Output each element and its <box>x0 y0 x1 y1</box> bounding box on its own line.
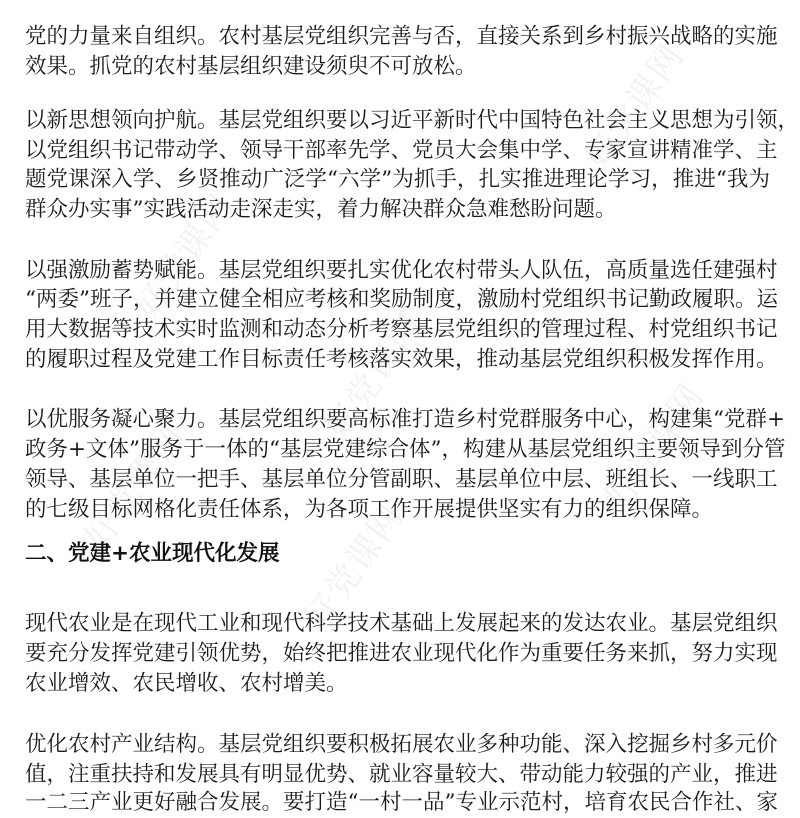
text-line: 农业增效、农民增收、农村增美。 <box>25 671 348 696</box>
text-line: 用大数据等技术实时监测和动态分析考察基层党组织的管理过程、村党组织书记 <box>25 317 778 342</box>
text-line: 题党课深入学、乡贤推动广泛学“六学”为抓手，扎实推进理论学习，推进“我为 <box>25 167 770 192</box>
watermark: 好党课网 <box>297 496 413 637</box>
watermark: 好党课网 <box>577 36 693 177</box>
text-line: 以优服务凝心聚力。基层党组织要高标准打造乡村党群服务中心，构建集“党群+ <box>25 407 786 432</box>
text-line: 以党组织书记带动学、领导干部率先学、党员大会集中学、专家宣讲精准学、主 <box>25 138 778 163</box>
watermark: 好党课网 <box>317 306 433 447</box>
text-line: 值，注重扶持和发展具有明显优势、就业容量较大、带动能力较强的产业，推进 <box>25 762 778 787</box>
watermark: 好党课网 <box>597 376 713 517</box>
text-line: 群众办实事”实践活动走深走实，着力解决群众急难愁盼问题。 <box>25 197 617 222</box>
text-line: 的履职过程及党建工作目标责任考核落实效果，推动基层党组织积极发挥作用。 <box>25 347 778 372</box>
section-heading: 二、党建+农业现代化发展 <box>25 541 280 566</box>
text-line: 以新思想领向护航。基层党组织要以习近平新时代中国特色社会主义思想为引领， <box>25 108 800 133</box>
watermark: 好党课网 <box>77 416 193 557</box>
text-line: 优化农村产业结构。基层党组织要积极拓展农业多种功能、深入挖掘乡村多元价 <box>25 732 778 757</box>
text-line: 效果。抓党的农村基层组织建设须臾不可放松。 <box>25 54 477 79</box>
text-line: 领导、基层单位一把手、基层单位分管副职、基层单位中层、班组长、一线职工 <box>25 467 778 492</box>
text-line: 一二三产业更好融合发展。要打造“一村一品”专业示范村，培育农民合作社、家 <box>25 790 778 815</box>
watermark: 好党课网 <box>127 186 243 327</box>
text-line: 要充分发挥党建引领优势，始终把推进农业现代化作为重要任务来抓，努力实现 <box>25 641 778 666</box>
text-line: 党的力量来自组织。农村基层党组织完善与否，直接关系到乡村振兴战略的实施 <box>25 24 778 49</box>
text-line: 的七级目标网格化责任体系，为各项工作开展提供坚实有力的组织保障。 <box>25 497 714 522</box>
text-line: 现代农业是在现代工业和现代科学技术基础上发展起来的发达农业。基层党组织 <box>25 611 778 636</box>
text-line: 政务+文体”服务于一体的“基层党建综合体”，构建从基层党组织主要领导到分管 <box>25 437 786 462</box>
text-line: 以强激励蓄势赋能。基层党组织要扎实优化农村带头人队伍，高质量选任建强村 <box>25 258 778 283</box>
text-line: “两委”班子，并建立健全相应考核和奖励制度，激励村党组织书记勤政履职。运 <box>25 287 778 312</box>
